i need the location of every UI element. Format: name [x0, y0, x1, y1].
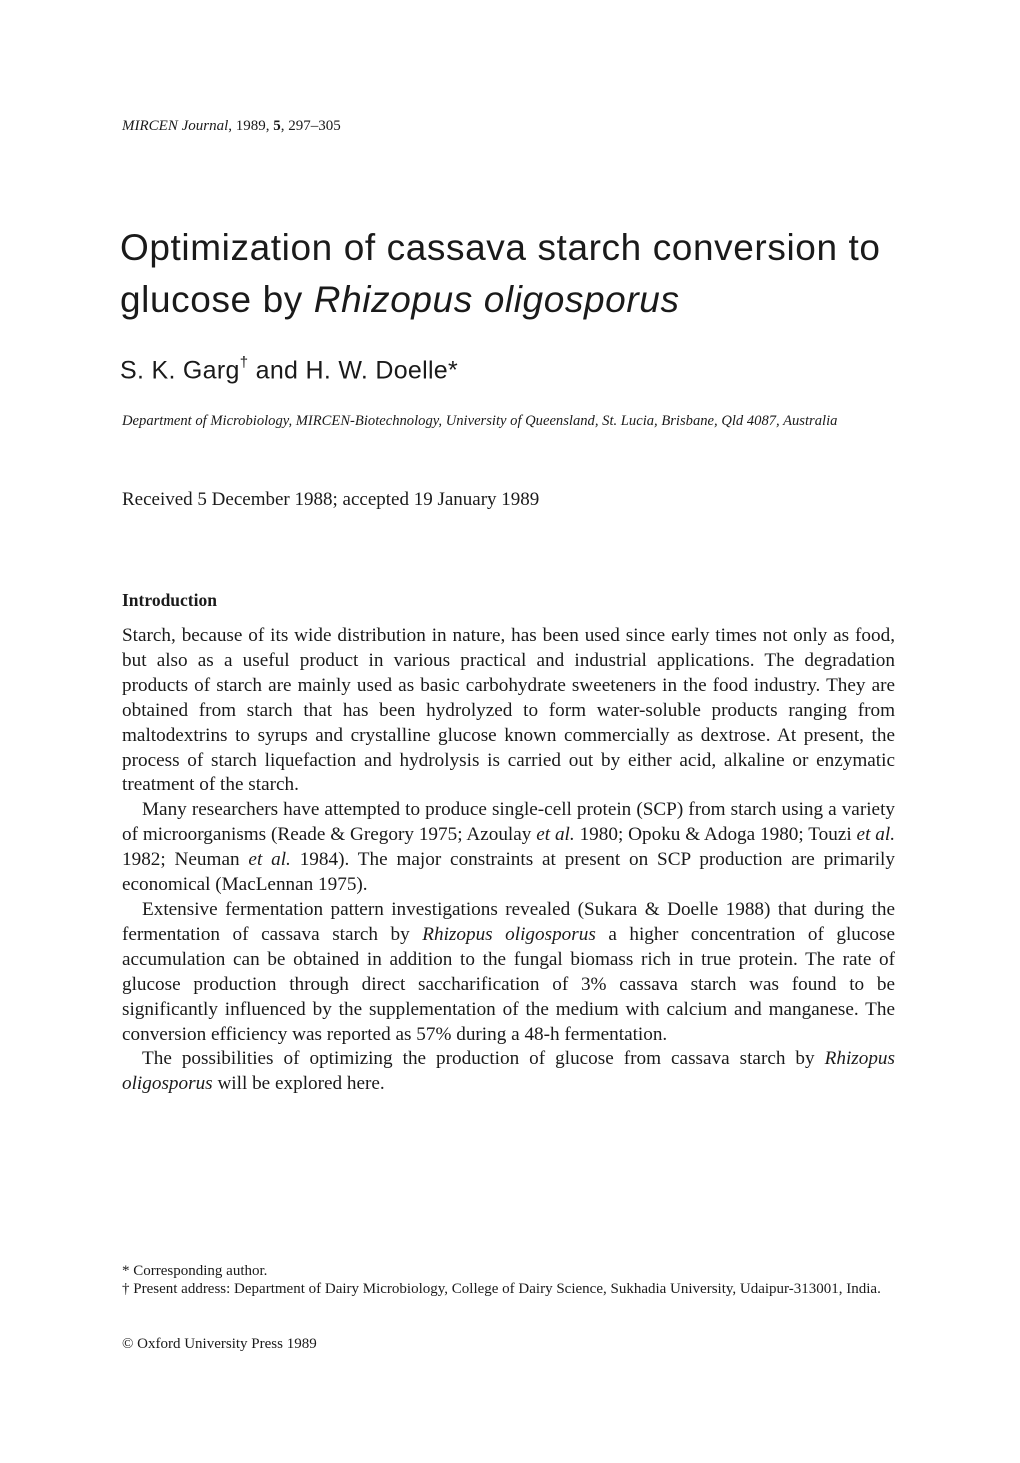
p2-et-al-3: et al.	[248, 849, 291, 871]
p4-organism: Rhizopus oligosporus	[122, 1048, 895, 1095]
introduction-body	[122, 624, 895, 1097]
p2-et-al-1: et al.	[536, 824, 575, 846]
p4-text-a: The possibilities of optimizing the production of glucose from cassava starch by	[142, 1048, 825, 1070]
p2-et-al-2: et al.	[856, 824, 895, 846]
paragraph-1: Starch, because of its wide distribution in nature, has been used since early times not only as food, but also as a useful product in various practical and industrial applications. The degradation products of starch are mainly used as basic carbohydrate sweeteners in the food industry. They are obtained from starch that has been hydrolyzed to form water-soluble products ranging from maltodextrins to syrups and crystalline glucose known commercially as dextrose. At present, the process of starch liquefaction and hydrolysis is carried out by either acid, alkaline or enzymatic treatment of the starch.	[122, 625, 895, 796]
copyright-notice: © Oxford University Press 1989	[122, 1336, 317, 1352]
journal-year: , 1989,	[228, 118, 274, 134]
section-heading-introduction: Introduction	[122, 590, 217, 610]
paragraph-4	[122, 1047, 895, 1097]
journal-pages: , 297–305	[280, 118, 341, 134]
p2-text-d: 1984). The major constraints at present on SCP production are primarily economical (MacLennan 1975).	[122, 849, 895, 896]
journal-volume: 5	[273, 118, 281, 134]
affiliation: Department of Microbiology, MIRCEN-Biotechnology, University of Queensland, St. Lucia, Brisbane, Qld 4087, Australia	[122, 413, 838, 429]
received-dates: Received 5 December 1988; accepted 19 January 1989	[122, 489, 540, 510]
dagger-mark: †	[239, 354, 249, 371]
author-joiner: and	[248, 356, 306, 385]
running-head	[122, 118, 341, 135]
paragraph-3	[122, 898, 895, 1047]
paragraph-2	[122, 798, 895, 898]
author-garg: S. K. Garg	[120, 356, 240, 385]
p2-text-c: 1982; Neuman	[122, 849, 249, 871]
p2-text-b: 1980; Opoku & Adoga 1980; Touzi	[574, 824, 857, 846]
author-doelle: H. W. Doelle*	[305, 356, 459, 385]
footnotes	[122, 1262, 895, 1298]
p2-text-a: Many researchers have attempted to produce single-cell protein (SCP) from starch using a variety of microorganisms (Reade & Gregory 1975; Azoulay	[122, 799, 895, 846]
article-title	[120, 222, 920, 326]
footnote-corresponding: * Corresponding author.	[122, 1263, 268, 1279]
journal-name: MIRCEN Journal	[122, 118, 229, 134]
p4-text-b: will be explored here.	[212, 1073, 385, 1095]
p3-organism: Rhizopus oligosporus	[422, 923, 596, 945]
footnote-present-address: † Present address: Department of Dairy Microbiology, College of Dairy Science, Sukhadia University, Udaipur-313001, India.	[122, 1281, 881, 1297]
author-list	[120, 356, 458, 385]
title-organism: Rhizopus oligosporus	[313, 279, 680, 320]
p3-text-b: a higher concentration of glucose accumulation can be obtained in addition to the fungal biomass rich in true protein. The rate of glucose production through direct saccharification of 3% cassava starch was found to be significantly influenced by the supplementation of the medium with calcium and manganese. The conversion efficiency was reported as 57% during a 48-h fermentation.	[122, 923, 895, 1045]
title-text: Optimization of cassava starch conversion to glucose by	[120, 227, 881, 320]
p3-text-a: Extensive fermentation pattern investigations revealed (Sukara & Doelle 1988) that during the fermentation of cassava starch by	[122, 898, 895, 945]
